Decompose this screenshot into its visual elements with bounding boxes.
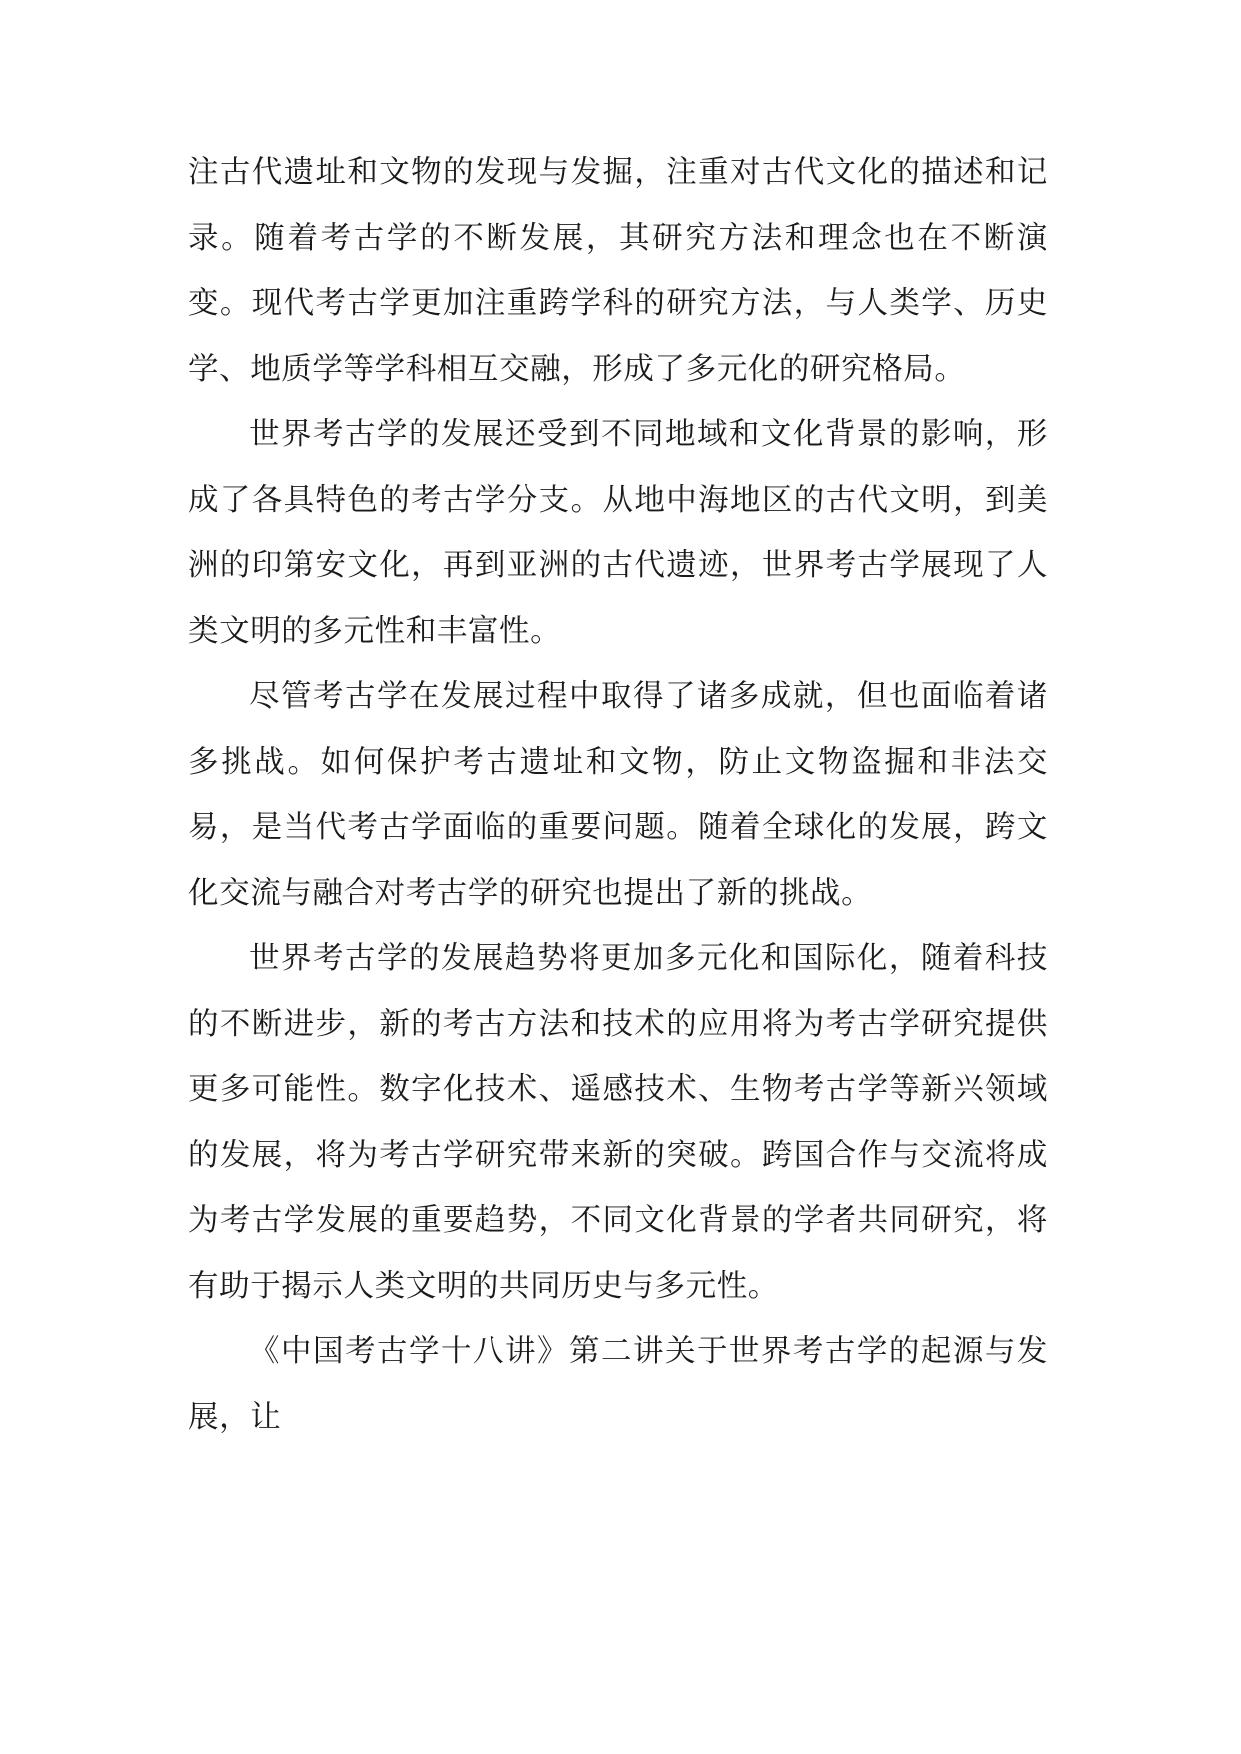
paragraph-1: 注古代遗址和文物的发现与发掘，注重对古代文化的描述和记录。随着考古学的不断发展，其研究方法和理念也在不断演变。现代考古学更加注重跨学科的研究方法，与人类学、历史学、地质学等学科相互交融，形成了多元化的研究格局。	[188, 155, 1048, 387]
paragraph-2: 世界考古学的发展还受到不同地域和文化背景的影响，形成了各具特色的考古学分支。从地中海地区的古代文明，到美洲的印第安文化，再到亚洲的古代遗迹，世界考古学展现了人类文明的多元性和丰富性。	[188, 417, 1048, 649]
document-body	[188, 140, 1048, 1450]
paragraph-4: 世界考古学的发展趋势将更加多元化和国际化，随着科技的不断进步，新的考古方法和技术的应用将为考古学研究提供更多可能性。数字化技术、遥感技术、生物考古学等新兴领域的发展，将为考古学研究带来新的突破。跨国合作与交流将成为考古学发展的重要趋势，不同文化背景的学者共同研究，将有助于揭示人类文明的共同历史与多元性。	[188, 941, 1048, 1304]
paragraph-3: 尽管考古学在发展过程中取得了诸多成就，但也面临着诸多挑战。如何保护考古遗址和文物，防止文物盗掘和非法交易，是当代考古学面临的重要问题。随着全球化的发展，跨文化交流与融合对考古学的研究也提出了新的挑战。	[188, 679, 1048, 911]
paragraph-5: 《中国考古学十八讲》第二讲关于世界考古学的起源与发展，让	[188, 1334, 1048, 1435]
